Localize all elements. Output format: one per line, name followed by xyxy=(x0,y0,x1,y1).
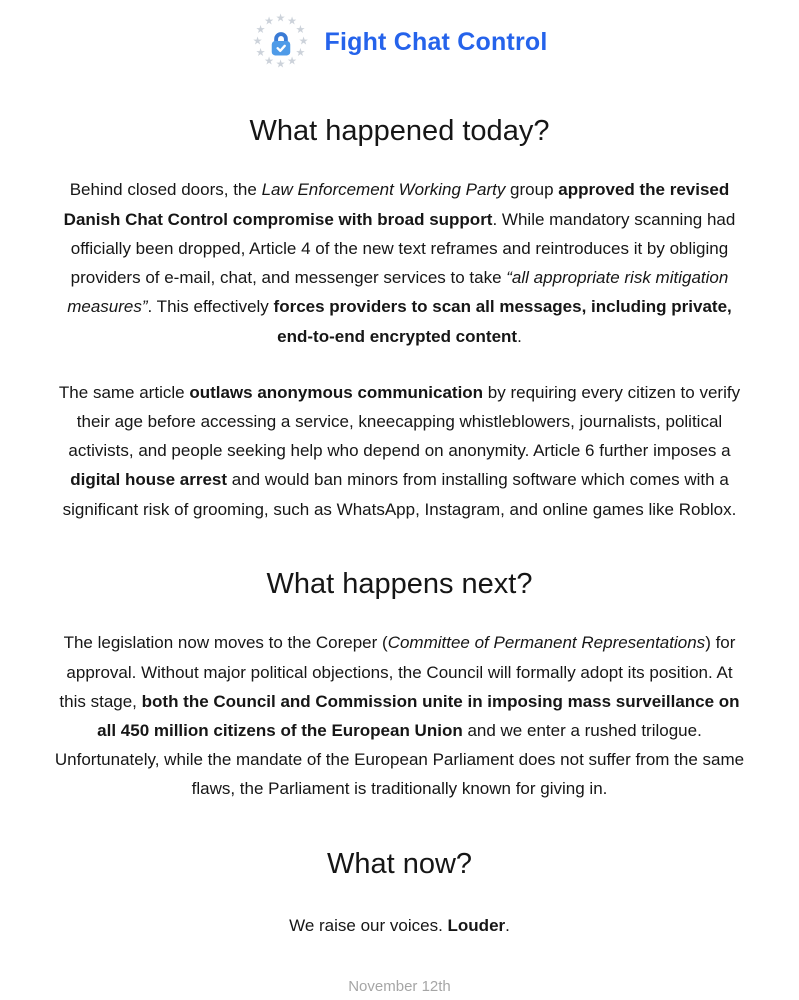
paragraph-anonymous-communication: The same article outlaws anonymous communication by requiring every citizen to verify their age before accessing a service, kneecapping whistleblowers, journalists, political activists, and people seeking help who depend on anonymity. Article 6 further imposes a digital house arrest and would ban minors from installing software which comes with a significant risk of grooming, such as WhatsApp, Instagram, and online games like Roblox. xyxy=(58,382,741,519)
eu-star-icon: ★ xyxy=(287,15,297,28)
eu-star-icon: ★ xyxy=(264,55,274,68)
site-title: Fight Chat Control xyxy=(324,27,548,56)
eu-star-icon: ★ xyxy=(275,12,286,25)
eu-star-icon: ★ xyxy=(275,58,286,71)
site-logo-link[interactable] xyxy=(0,0,799,71)
footer-date: November 12th xyxy=(348,978,451,996)
eu-star-icon: ★ xyxy=(295,24,306,36)
section-heading-what-now: What now? xyxy=(326,847,473,880)
paragraph-lewp-approval: Behind closed doors, the Law Enforcement Working Party group approved the revised Danish Chat Control compromise with broad support. While mandatory scanning had officially been dropped, Article 4 of the new text reframes and reintroduces it by obliging providers of e-mail, chat, and messenger services to take “all appropriate risk mitigation measures”. This effectively forces providers to scan all messages, including private, end-to-end encrypted content. xyxy=(63,180,736,346)
eu-star-icon: ★ xyxy=(298,35,309,48)
lock-check-icon xyxy=(266,28,296,58)
section-heading-what-happens-next: What happens next? xyxy=(266,567,533,600)
eu-star-icon: ★ xyxy=(255,24,266,36)
eu-star-icon: ★ xyxy=(295,47,306,59)
eu-star-icon: ★ xyxy=(252,35,263,48)
eu-star-icon: ★ xyxy=(287,55,297,68)
eu-stars-lock-logo xyxy=(252,13,310,71)
eu-star-icon: ★ xyxy=(255,47,266,59)
paragraph-raise-voices: We raise our voices. Louder. xyxy=(289,916,510,936)
article xyxy=(55,115,745,995)
eu-star-icon: ★ xyxy=(264,15,274,28)
section-heading-what-happened-today: What happened today? xyxy=(249,115,550,147)
paragraph-coreper-next-steps: The legislation now moves to the Coreper (Committee of Permanent Representations) for approval. Without major political objections, the Council will formally adopt its position. At this stage, both the Council and Commission unite in imposing mass surveillance on all 450 million citizens of the European Union and we enter a rushed trilogue. Unfortunately, while the mandate of the European Parliament does not suffer from the same flaws, the Parliament is traditionally known for giving in. xyxy=(54,633,745,799)
